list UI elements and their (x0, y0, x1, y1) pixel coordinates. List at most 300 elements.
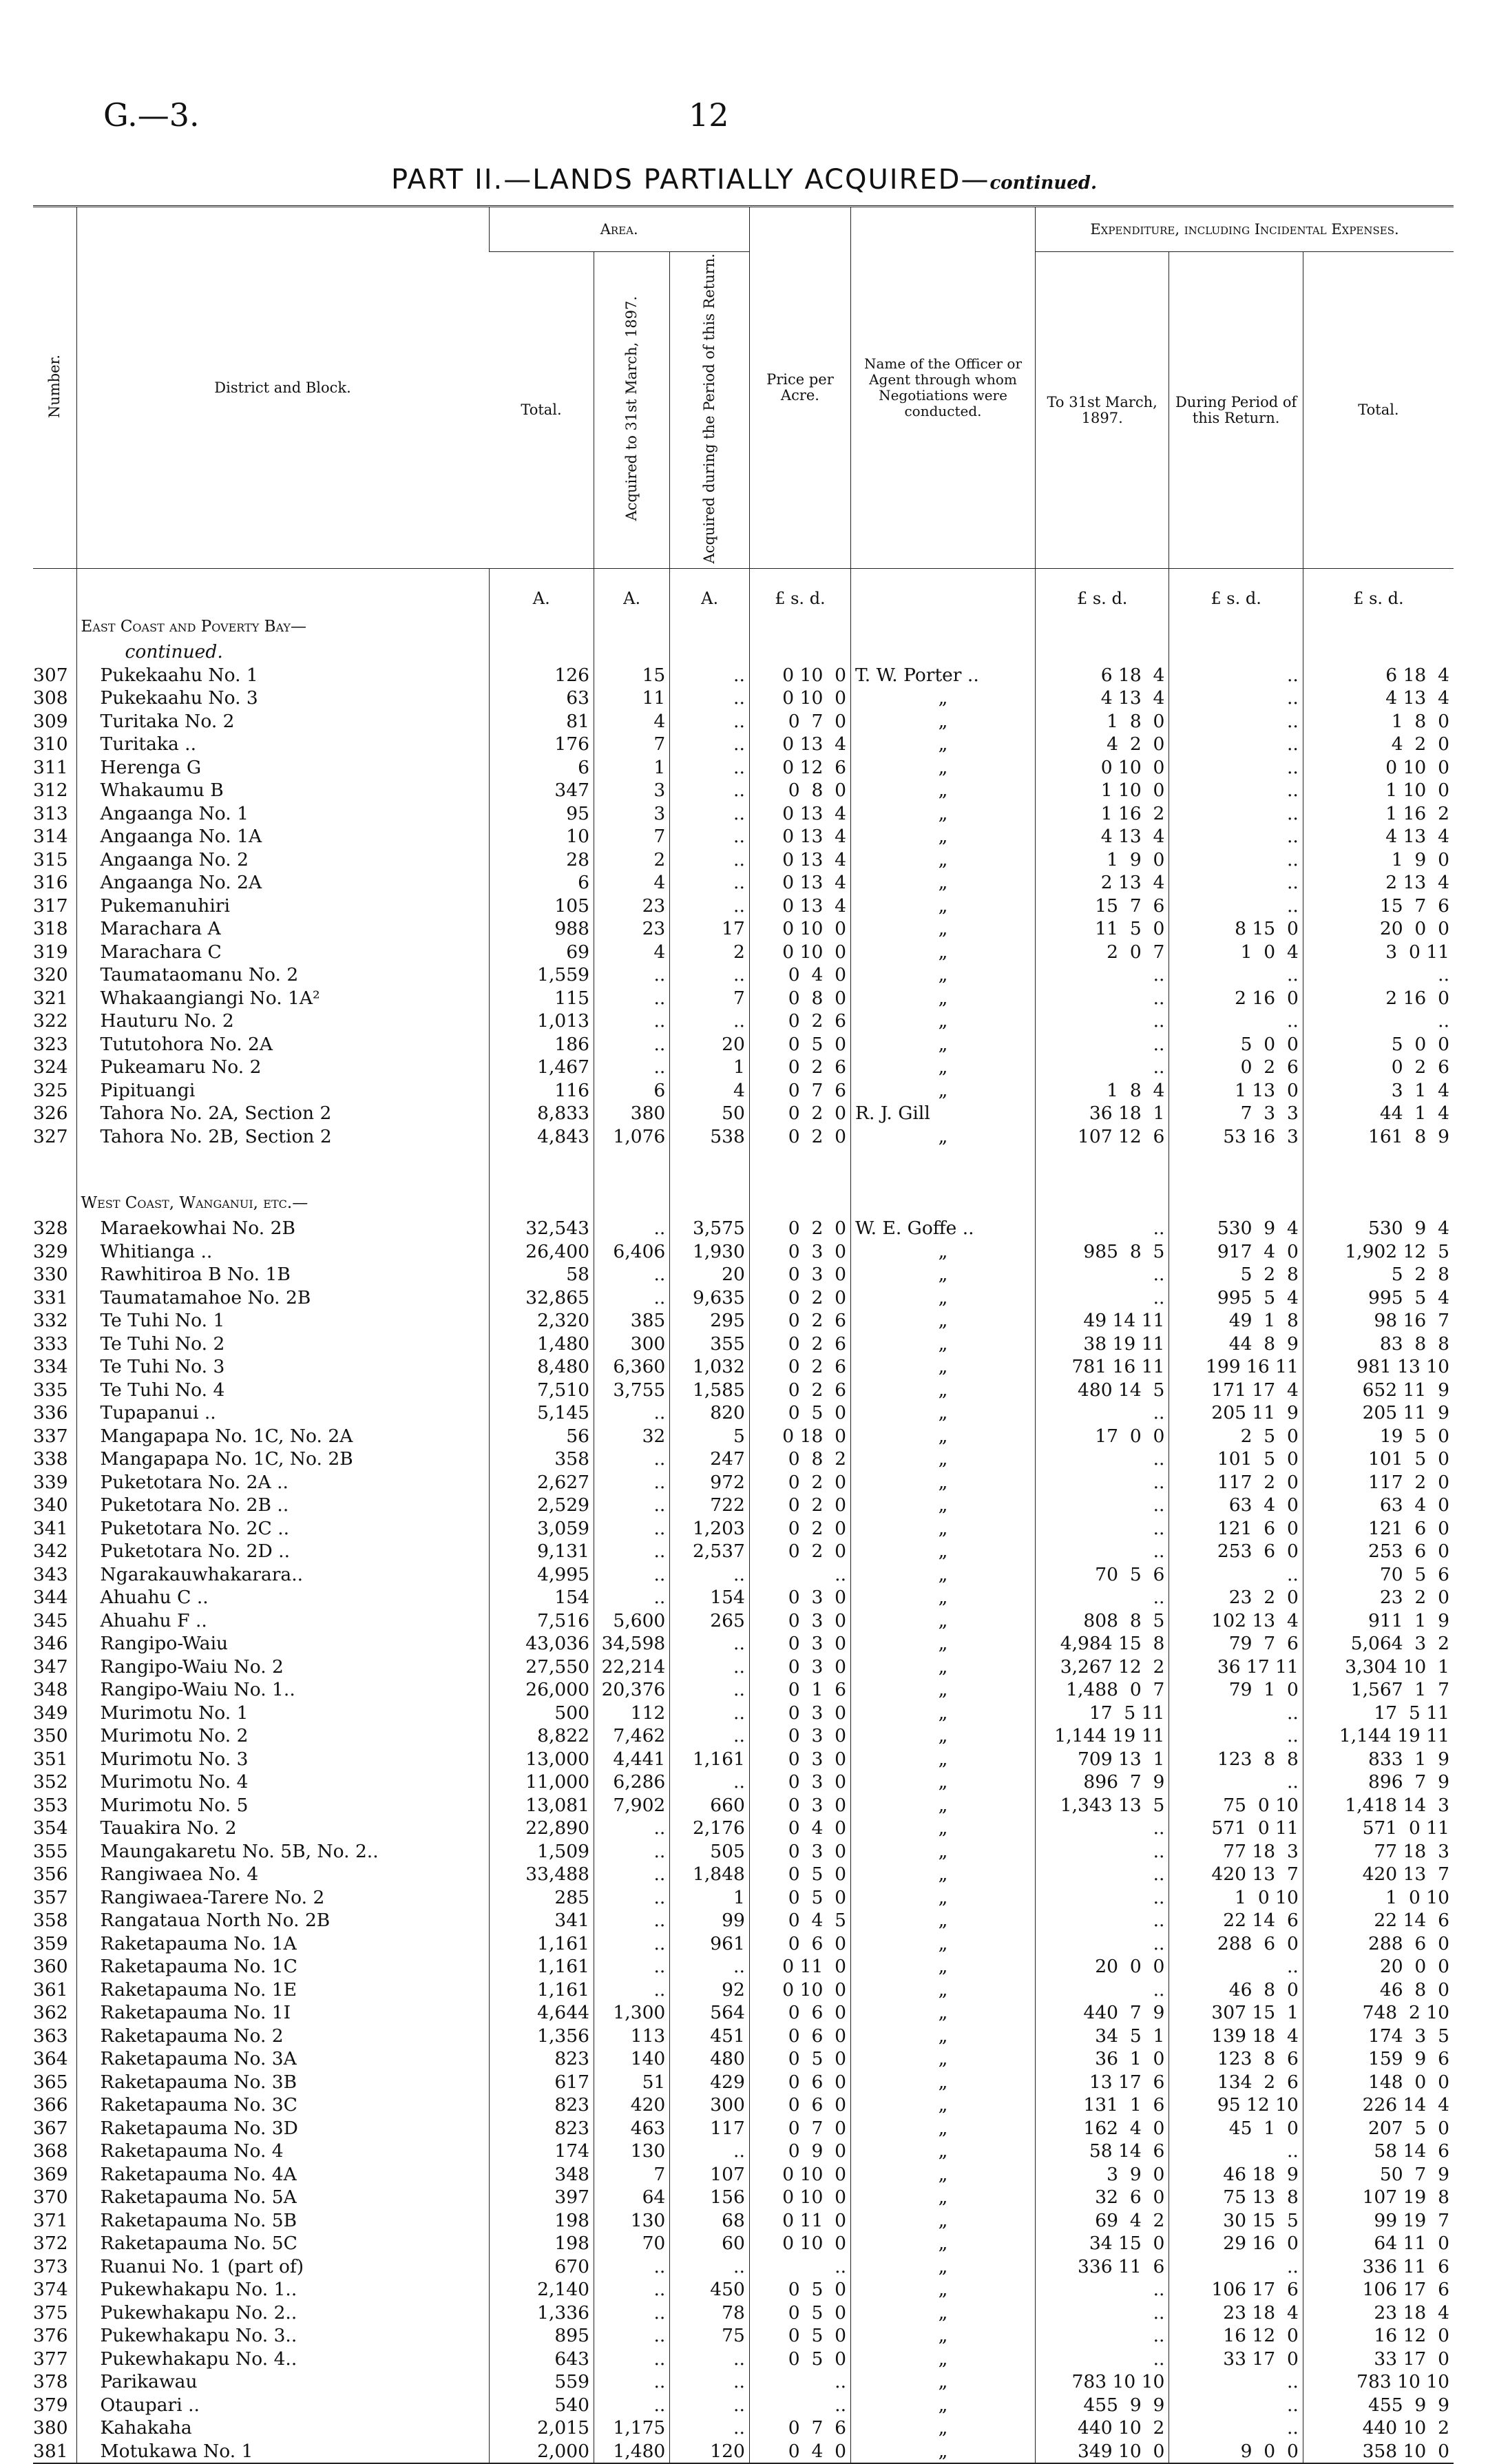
table-row (33, 687, 1454, 710)
table-row (33, 2232, 1454, 2255)
cell-exp-period: 530 9 4 (1169, 1217, 1303, 1240)
cell-officer: „ (851, 2094, 1036, 2117)
cell-officer: „ (851, 2047, 1036, 2071)
row-number: 341 (33, 1517, 68, 1539)
cell-exp-total: 46 8 0 (1303, 1978, 1454, 2002)
cell-exp-total: 1,418 14 3 (1303, 1794, 1454, 1817)
cell-district: Raketapauma No. 1E (76, 1978, 489, 2002)
cell-acquired-1897: 3 (594, 779, 669, 802)
cell-officer: „ (851, 1656, 1036, 1679)
row-number: 355 (33, 1840, 68, 1862)
cell-price: 0 3 0 (749, 1609, 850, 1633)
cell-exp-1897: 781 16 11 (1036, 1355, 1169, 1379)
table-row (33, 1309, 1454, 1333)
cell-total-area: 27,550 (489, 1656, 594, 1679)
cell-exp-1897: 1 8 4 (1036, 1079, 1169, 1103)
cell-officer: „ (851, 1955, 1036, 1978)
cell-district: Angaanga No. 1 (76, 802, 489, 826)
cell-total-area: 1,356 (489, 2025, 594, 2048)
cell-exp-period: 106 17 6 (1169, 2278, 1303, 2301)
cell-exp-period: .. (1169, 825, 1303, 848)
cell-acquired-period: 450 (670, 2278, 750, 2301)
cell-acquired-period: 117 (670, 2117, 750, 2140)
table-row (33, 2416, 1454, 2440)
table-row (33, 1794, 1454, 1817)
cell-exp-1897: 480 14 5 (1036, 1379, 1169, 1402)
cell-acquired-1897: 32 (594, 1425, 669, 1448)
cell-total-area: 1,161 (489, 1932, 594, 1956)
table-row (33, 1863, 1454, 1886)
cell-acquired-period: 99 (670, 1909, 750, 1932)
cell-price: 0 1 6 (749, 1678, 850, 1702)
cell-acquired-1897: .. (594, 2278, 669, 2301)
cell-exp-total: 0 2 6 (1303, 1056, 1454, 1079)
cell-district: Taumatamahoe No. 2B (76, 1286, 489, 1310)
cell-total-area: 69 (489, 941, 594, 964)
cell-acquired-1897: 70 (594, 2232, 669, 2255)
cell-price: 0 8 2 (749, 1448, 850, 1471)
cell-acquired-period: 1,930 (670, 1240, 750, 1264)
row-number: 311 (33, 756, 68, 778)
cell-acquired-period: .. (670, 2370, 750, 2394)
table-row (33, 802, 1454, 826)
cell-total-area: 2,529 (489, 1494, 594, 1517)
cell-district: Murimotu No. 4 (76, 1771, 489, 1794)
table-row (33, 895, 1454, 918)
cell-price: 0 9 0 (749, 2140, 850, 2163)
row-number: 312 (33, 780, 68, 802)
cell-exp-total: 420 13 7 (1303, 1863, 1454, 1886)
cell-exp-total: 20 0 0 (1303, 917, 1454, 941)
cell-exp-period: 121 6 0 (1169, 1517, 1303, 1541)
cell-exp-period: .. (1169, 871, 1303, 895)
cell-exp-period: .. (1169, 687, 1303, 710)
cell-acquired-period: 75 (670, 2324, 750, 2348)
cell-officer: „ (851, 2440, 1036, 2464)
table-row (33, 1056, 1454, 1079)
row-number: 325 (33, 1079, 68, 1101)
table-row (33, 1401, 1454, 1425)
cell-acquired-period: 722 (670, 1494, 750, 1517)
cell-price: .. (749, 2370, 850, 2394)
cell-exp-1897: 131 1 6 (1036, 2094, 1169, 2117)
cell-exp-period: 1 0 4 (1169, 941, 1303, 964)
table-row (33, 1286, 1454, 1310)
row-number: 314 (33, 826, 68, 848)
cell-acquired-1897: 22,214 (594, 1656, 669, 1679)
cell-exp-period: 253 6 0 (1169, 1540, 1303, 1563)
row-number: 308 (33, 687, 68, 709)
document-reference: G.—3. (103, 96, 200, 134)
cell-price: 0 2 0 (749, 1494, 850, 1517)
cell-price: 0 4 0 (749, 963, 850, 987)
cell-exp-period: 123 8 8 (1169, 1748, 1303, 1771)
row-number: 333 (33, 1333, 68, 1355)
page-header (0, 83, 1488, 145)
cell-exp-1897: 1 16 2 (1036, 802, 1169, 826)
cell-total-area: 348 (489, 2163, 594, 2186)
cell-district: Angaanga No. 2 (76, 848, 489, 872)
cell-price: 0 10 0 (749, 687, 850, 710)
row-number: 335 (33, 1379, 68, 1401)
cell-officer: „ (851, 941, 1036, 964)
cell-exp-total: 253 6 0 (1303, 1540, 1454, 1563)
cell-district: Raketapauma No. 5C (76, 2232, 489, 2255)
cell-total-area: 1,161 (489, 1955, 594, 1978)
cell-acquired-1897: .. (594, 1955, 669, 1978)
cell-acquired-period: .. (670, 664, 750, 687)
cell-acquired-1897: .. (594, 1286, 669, 1310)
cell-district: Puketotara No. 2D .. (76, 1540, 489, 1563)
table-row (33, 1724, 1454, 1748)
table-row (33, 1609, 1454, 1633)
section-heading (33, 613, 1454, 640)
units-row: A. A. A. £ s. d. £ s. d. £ s. d. £ s. d. (33, 569, 1454, 614)
cell-price: 0 5 0 (749, 2047, 850, 2071)
cell-exp-period: 5 2 8 (1169, 1263, 1303, 1286)
cell-price: 0 13 4 (749, 871, 850, 895)
cell-total-area: 2,320 (489, 1309, 594, 1333)
row-number: 351 (33, 1748, 68, 1770)
cell-exp-total: 1 8 0 (1303, 710, 1454, 733)
cell-total-area: 176 (489, 733, 594, 756)
cell-exp-total: 98 16 7 (1303, 1309, 1454, 1333)
cell-exp-period: 53 16 3 (1169, 1125, 1303, 1149)
cell-exp-total: 58 14 6 (1303, 2140, 1454, 2163)
cell-total-area: 81 (489, 710, 594, 733)
cell-price: 0 7 0 (749, 2117, 850, 2140)
cell-total-area: 43,036 (489, 1632, 594, 1656)
table-row (33, 825, 1454, 848)
cell-exp-period: 420 13 7 (1169, 1863, 1303, 1886)
cell-acquired-1897: 34,598 (594, 1632, 669, 1656)
cell-exp-total: 33 17 0 (1303, 2348, 1454, 2371)
section-gap (33, 1148, 1454, 1189)
cell-exp-period: 1 13 0 (1169, 1079, 1303, 1103)
row-number: 328 (33, 1218, 68, 1240)
cell-district: Raketapauma No. 5A (76, 2186, 489, 2209)
cell-price: 0 3 0 (749, 1840, 850, 1863)
cell-total-area: 4,995 (489, 1563, 594, 1587)
table-row (33, 2071, 1454, 2094)
cell-exp-period: 0 2 6 (1169, 1056, 1303, 1079)
cell-acquired-1897: .. (594, 2394, 669, 2417)
cell-acquired-period: .. (670, 2140, 750, 2163)
cell-acquired-period: .. (670, 1771, 750, 1794)
cell-acquired-1897: 140 (594, 2047, 669, 2071)
cell-total-area: 1,013 (489, 1010, 594, 1033)
cell-exp-period: 95 12 10 (1169, 2094, 1303, 2117)
row-number: 360 (33, 1956, 68, 1978)
table-row (33, 1471, 1454, 1494)
row-number: 374 (33, 2279, 68, 2301)
cell-district: Tupapanui .. (76, 1401, 489, 1425)
cell-officer: „ (851, 1771, 1036, 1794)
cell-exp-total: 226 14 4 (1303, 2094, 1454, 2117)
cell-acquired-period: 5 (670, 1425, 750, 1448)
table-row (33, 1217, 1454, 1240)
cell-price: 0 6 0 (749, 2094, 850, 2117)
cell-district: Raketapauma No. 3A (76, 2047, 489, 2071)
cell-total-area: 285 (489, 1886, 594, 1910)
cell-price: 0 5 0 (749, 2348, 850, 2371)
row-number: 310 (33, 733, 68, 755)
cell-officer: „ (851, 2370, 1036, 2394)
cell-exp-1897: 440 10 2 (1036, 2416, 1169, 2440)
row-number: 376 (33, 2325, 68, 2347)
cell-exp-period: .. (1169, 2255, 1303, 2279)
cell-exp-1897: 20 0 0 (1036, 1955, 1169, 1978)
cell-exp-1897: 4 13 4 (1036, 687, 1169, 710)
cell-exp-period: 45 1 0 (1169, 2117, 1303, 2140)
cell-district: Raketapauma No. 2 (76, 2025, 489, 2048)
cell-exp-1897: .. (1036, 2348, 1169, 2371)
cell-total-area: 2,000 (489, 2440, 594, 2464)
cell-exp-1897: 1 10 0 (1036, 779, 1169, 802)
cell-district: Rangipo-Waiu (76, 1632, 489, 1656)
cell-acquired-1897: 113 (594, 2025, 669, 2048)
cell-exp-total: 117 2 0 (1303, 1471, 1454, 1494)
cell-price: 0 10 0 (749, 917, 850, 941)
cell-price: 0 6 0 (749, 2001, 850, 2025)
cell-exp-1897: 58 14 6 (1036, 2140, 1169, 2163)
cell-district: Otaupari .. (76, 2394, 489, 2417)
cell-acquired-period: 972 (670, 1471, 750, 1494)
cell-acquired-period: .. (670, 1678, 750, 1702)
cell-acquired-1897: 1,076 (594, 1125, 669, 1149)
cell-district: Raketapauma No. 3D (76, 2117, 489, 2140)
cell-acquired-period: .. (670, 1702, 750, 1725)
cell-exp-1897: .. (1036, 2301, 1169, 2325)
cell-district: Mangapapa No. 1C, No. 2B (76, 1448, 489, 1471)
cell-district: Pukekaahu No. 1 (76, 664, 489, 687)
cell-exp-1897: 15 7 6 (1036, 895, 1169, 918)
cell-total-area: 7,516 (489, 1609, 594, 1633)
cell-acquired-period: .. (670, 1632, 750, 1656)
cell-officer: „ (851, 2301, 1036, 2325)
cell-officer: „ (851, 1632, 1036, 1656)
table-row (33, 2186, 1454, 2209)
cell-exp-total: 1 16 2 (1303, 802, 1454, 826)
cell-acquired-period: .. (670, 825, 750, 848)
row-number: 338 (33, 1448, 68, 1470)
cell-exp-total: 748 2 10 (1303, 2001, 1454, 2025)
cell-exp-period: 2 5 0 (1169, 1425, 1303, 1448)
cell-acquired-1897: .. (594, 2324, 669, 2348)
row-number: 353 (33, 1794, 68, 1816)
cell-price: 0 3 0 (749, 1240, 850, 1264)
cell-acquired-period: .. (670, 756, 750, 780)
cell-acquired-1897: 4 (594, 710, 669, 733)
cell-district: Taumataomanu No. 2 (76, 963, 489, 987)
cell-total-area: 617 (489, 2071, 594, 2094)
table-row (33, 2094, 1454, 2117)
table-row (33, 1333, 1454, 1356)
cell-officer: „ (851, 2209, 1036, 2233)
table-row (33, 1932, 1454, 1956)
cell-total-area: 3,059 (489, 1517, 594, 1541)
cell-exp-period: 30 15 5 (1169, 2209, 1303, 2233)
cell-exp-1897: 13 17 6 (1036, 2071, 1169, 2094)
cell-price: 0 4 5 (749, 1909, 850, 1932)
cell-exp-total: 174 3 5 (1303, 2025, 1454, 2048)
row-number: 309 (33, 710, 68, 732)
row-number: 332 (33, 1310, 68, 1332)
cell-exp-1897: 38 19 11 (1036, 1333, 1169, 1356)
cell-total-area: 397 (489, 2186, 594, 2209)
cell-exp-1897: .. (1036, 1817, 1169, 1840)
cell-exp-total: 44 1 4 (1303, 1102, 1454, 1125)
cell-total-area: 10 (489, 825, 594, 848)
cell-price: 0 13 4 (749, 802, 850, 826)
cell-officer: „ (851, 2255, 1036, 2279)
row-number: 330 (33, 1264, 68, 1286)
section-heading (33, 1189, 1454, 1217)
table-row (33, 1010, 1454, 1033)
cell-exp-period: .. (1169, 779, 1303, 802)
cell-total-area: 643 (489, 2348, 594, 2371)
cell-exp-total: 64 11 0 (1303, 2232, 1454, 2255)
cell-district: Murimotu No. 1 (76, 1702, 489, 1725)
cell-acquired-period: 60 (670, 2232, 750, 2255)
cell-exp-1897: .. (1036, 1586, 1169, 1609)
row-number: 322 (33, 1010, 68, 1032)
cell-acquired-1897: .. (594, 2255, 669, 2279)
cell-exp-period: .. (1169, 895, 1303, 918)
cell-officer: „ (851, 2394, 1036, 2417)
cell-acquired-period: .. (670, 733, 750, 756)
cell-exp-1897: 336 11 6 (1036, 2255, 1169, 2279)
cell-acquired-period: 9,635 (670, 1286, 750, 1310)
cell-price: 0 10 0 (749, 1978, 850, 2002)
cell-district: Murimotu No. 2 (76, 1724, 489, 1748)
cell-officer: „ (851, 848, 1036, 872)
cell-price: 0 13 4 (749, 848, 850, 872)
cell-exp-1897: 36 18 1 (1036, 1102, 1169, 1125)
cell-exp-1897: .. (1036, 1517, 1169, 1541)
cell-price: 0 2 0 (749, 1540, 850, 1563)
row-number: 319 (33, 941, 68, 963)
cell-officer: „ (851, 1286, 1036, 1310)
cell-acquired-period: 17 (670, 917, 750, 941)
col-acquired-1897: Acquired to 31st March, 1897. (594, 252, 669, 569)
cell-district: Puketotara No. 2C .. (76, 1517, 489, 1541)
cell-price: .. (749, 2255, 850, 2279)
cell-acquired-period: 1 (670, 1056, 750, 1079)
cell-price: 0 6 0 (749, 2071, 850, 2094)
cell-acquired-1897: .. (594, 1978, 669, 2002)
row-number: 369 (33, 2163, 68, 2185)
cell-acquired-1897: 130 (594, 2140, 669, 2163)
table-row (33, 1909, 1454, 1932)
cell-acquired-period: 295 (670, 1309, 750, 1333)
row-number: 316 (33, 872, 68, 894)
cell-acquired-1897: 4,441 (594, 1748, 669, 1771)
row-number: 366 (33, 2094, 68, 2116)
cell-acquired-1897: 1,480 (594, 2440, 669, 2464)
cell-officer: „ (851, 2025, 1036, 2048)
table-row (33, 2348, 1454, 2371)
cell-officer: „ (851, 1056, 1036, 1079)
cell-officer: „ (851, 1401, 1036, 1425)
cell-exp-1897: 34 15 0 (1036, 2232, 1169, 2255)
cell-acquired-period: 1 (670, 1886, 750, 1910)
row-number: 329 (33, 1240, 68, 1262)
section-subtitle-row (33, 640, 1454, 664)
cell-district: Tahora No. 2A, Section 2 (76, 1102, 489, 1125)
cell-exp-1897: 985 8 5 (1036, 1240, 1169, 1264)
col-exp-period: During Period of this Return. (1169, 252, 1303, 569)
cell-exp-1897: .. (1036, 1056, 1169, 1079)
row-number: 350 (33, 1725, 68, 1747)
cell-district: Pukewhakapu No. 2.. (76, 2301, 489, 2325)
cell-price: 0 12 6 (749, 756, 850, 780)
cell-officer: „ (851, 1355, 1036, 1379)
cell-price: .. (749, 1563, 850, 1587)
cell-exp-period: 44 8 9 (1169, 1333, 1303, 1356)
cell-district: Ahuahu C .. (76, 1586, 489, 1609)
cell-price: 0 3 0 (749, 1748, 850, 1771)
cell-exp-period: 8 15 0 (1169, 917, 1303, 941)
table-row (33, 2370, 1454, 2394)
cell-exp-1897: 36 1 0 (1036, 2047, 1169, 2071)
cell-exp-1897: 69 4 2 (1036, 2209, 1169, 2233)
cell-acquired-1897: .. (594, 1217, 669, 1240)
cell-total-area: 7,510 (489, 1379, 594, 1402)
cell-exp-total: 70 5 6 (1303, 1563, 1454, 1587)
cell-exp-1897: .. (1036, 1540, 1169, 1563)
cell-exp-1897: 1,144 19 11 (1036, 1724, 1169, 1748)
cell-exp-period: 5 0 0 (1169, 1033, 1303, 1056)
cell-exp-period: 16 12 0 (1169, 2324, 1303, 2348)
table-row (33, 1978, 1454, 2002)
col-officer: Name of the Officer or Agent through whom Negotiations were conducted. (851, 207, 1036, 569)
cell-acquired-1897: .. (594, 1886, 669, 1910)
cell-officer: R. J. Gill (851, 1102, 1036, 1125)
cell-acquired-1897: 51 (594, 2071, 669, 2094)
row-number: 363 (33, 2025, 68, 2047)
cell-officer: „ (851, 1471, 1036, 1494)
row-number: 334 (33, 1356, 68, 1378)
cell-acquired-period: 1,203 (670, 1517, 750, 1541)
cell-exp-1897: 709 13 1 (1036, 1748, 1169, 1771)
cell-exp-1897: 70 5 6 (1036, 1563, 1169, 1587)
cell-district: Murimotu No. 5 (76, 1794, 489, 1817)
cell-district: Raketapauma No. 3B (76, 2071, 489, 2094)
cell-acquired-period: .. (670, 2255, 750, 2279)
row-number: 367 (33, 2117, 68, 2139)
table-row (33, 1425, 1454, 1448)
cell-district: Ruanui No. 1 (part of) (76, 2255, 489, 2279)
cell-total-area: 895 (489, 2324, 594, 2348)
cell-exp-1897: 808 8 5 (1036, 1609, 1169, 1633)
lands-table (33, 205, 1454, 2464)
cell-total-area: 115 (489, 987, 594, 1010)
table-row (33, 1886, 1454, 1910)
cell-exp-period: .. (1169, 963, 1303, 987)
cell-exp-total: 911 1 9 (1303, 1609, 1454, 1633)
row-number: 368 (33, 2140, 68, 2162)
cell-acquired-1897: .. (594, 1586, 669, 1609)
table-row (33, 2001, 1454, 2025)
table-row (33, 1632, 1454, 1656)
row-number: 320 (33, 964, 68, 986)
cell-officer: „ (851, 2186, 1036, 2209)
cell-total-area: 1,559 (489, 963, 594, 987)
cell-exp-1897: 11 5 0 (1036, 917, 1169, 941)
cell-acquired-1897: 6,286 (594, 1771, 669, 1794)
cell-price: 0 13 4 (749, 733, 850, 756)
